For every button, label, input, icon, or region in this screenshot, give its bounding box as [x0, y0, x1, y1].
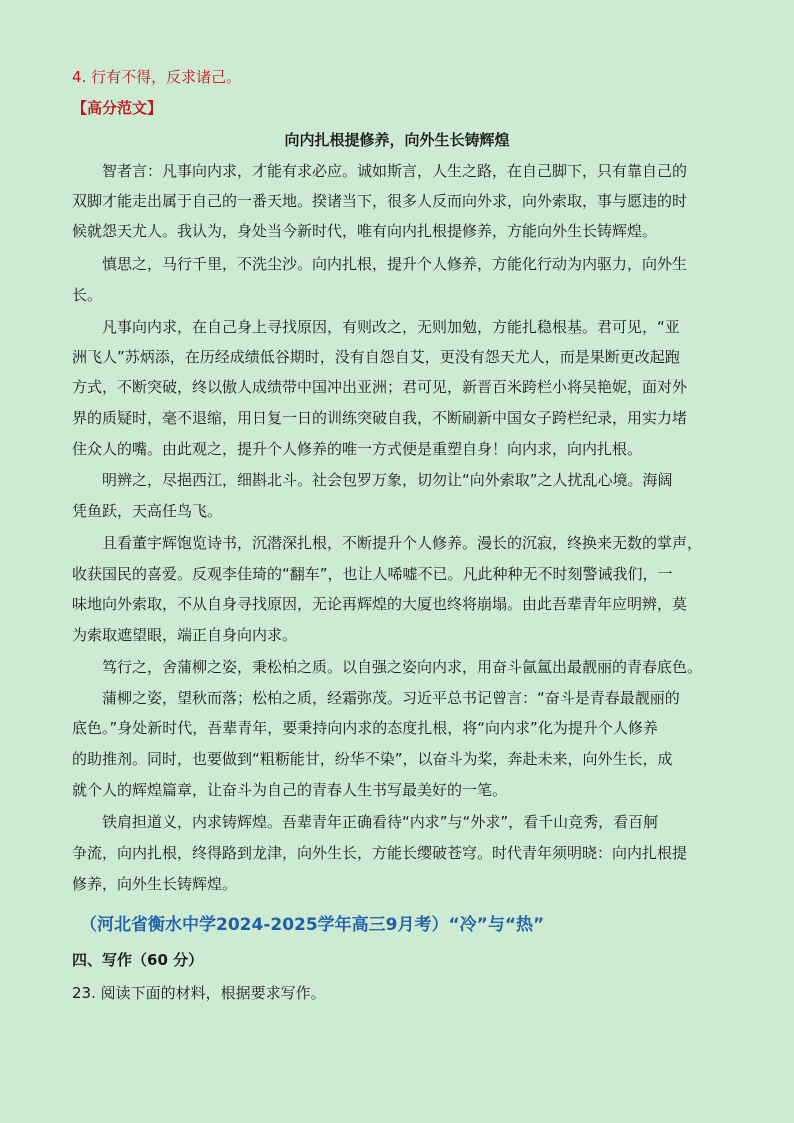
essay-line: 收获国民的喜爱。反观李佳琦的“翻车”，也让人唏嘘不已。凡此种种无不时刻警诫我们，一	[72, 565, 673, 583]
essay-line: 双脚才能走出属于自己的一番天地。揆诸当下，很多人反而向外求，向外索取，事与愿违的时	[72, 192, 688, 210]
essay-line: 就个人的辉煌篇章，让奋斗为自己的青春人生书写最美好的一笔。	[72, 781, 508, 799]
essay-line: 界的质疑时，毫不退缩，用日复一日的训练突破自我，不断刷新中国女子跨栏纪录，用实力堵	[72, 409, 688, 427]
essay-line: 智者言：凡事向内求，才能有求必应。诚如斯言，人生之路，在自己脚下，只有靠自己的	[102, 162, 688, 180]
essay-line: 蒲柳之姿，望秋而落；松柏之质，经霜弥茂。习近平总书记曾言：“奋斗是青春最靓丽的	[102, 689, 680, 707]
essay-line: 凡事向内求，在自己身上寻找原因，有则改之，无则加勉，方能扎稳根基。君可见，“亚	[102, 318, 680, 336]
essay-line: 长。	[72, 286, 103, 304]
essay-line: 凭鱼跃，天高任鸟飞。	[72, 502, 223, 520]
essay-line: 底色。”身处新时代，吾辈青年，要秉持向内求的态度扎根，将“向内求”化为提升个人修养	[72, 719, 658, 737]
essay-title: 向内扎根提修养，向外生长铸辉煌	[284, 131, 510, 149]
essay-line: 为索取遮望眼，端正自身向内求。	[72, 626, 298, 644]
essay-line: 明辨之，尽挹西江，细斟北斗。社会包罗万象，切勿让“向外索取”之人扰乱心境。海阔	[102, 471, 673, 489]
question-23: 23. 阅读下面的材料，根据要求写作。	[72, 984, 326, 1002]
section-heading: （河北省衡水中学2024-2025学年高三9月考）“冷”与“热”	[80, 915, 545, 935]
essay-line: 味地向外索取，不从自身寻找原因，无论再辉煌的大厦也终将崩塌。由此吾辈青年应明辨，莫	[72, 595, 688, 613]
essay-line: 修养，向外生长铸辉煌。	[72, 875, 238, 893]
essay-line: 且看董宇辉饱览诗书，沉潜深扎根，不断提升个人修养。漫长的沉寂，终换来无数的掌声，	[102, 534, 703, 552]
essay-line: 慎思之，马行千里，不洗尘沙。向内扎根，提升个人修养，方能化行动为内驱力，向外生	[102, 255, 688, 273]
essay-line: 住众人的嘴。由此观之，提升个人修养的唯一方式便是重塑自身！向内求，向内扎根。	[72, 440, 643, 458]
item-4: 4. 行有不得，反求诸己。	[72, 68, 242, 86]
essay-line: 铁肩担道义，内求铸辉煌。吾辈青年正确看待“内求”与“外求”，看千山竞秀，看百舸	[102, 813, 659, 831]
essay-line: 方式，不断突破，终以傲人成绩带中国冲出亚洲；君可见，新晋百米跨栏小将吴艳妮，面对外	[72, 378, 688, 396]
essay-line: 候就怨天尤人。我认为，身处当今新时代，唯有向内扎根提修养，方能向外生长铸辉煌。	[72, 222, 658, 240]
label-high-score-essay: 【高分范文】	[72, 99, 163, 117]
essay-line: 争流，向内扎根，终得路到龙津，向外生长，方能长缨破苍穹。时代青年须明晓：向内扎根提	[72, 844, 688, 862]
essay-line: 洲飞人”苏炳添，在历经成绩低谷期时，没有自怨自艾，更没有怨天尤人，而是果断更改起跑	[72, 348, 680, 366]
essay-line: 的助推剂。同时，也要做到“粗粝能甘，纷华不染”，以奋斗为桨，奔赴未来，向外生长，成	[72, 750, 673, 768]
essay-line: 笃行之，舍蒲柳之姿，秉松柏之质。以自强之姿向内求，用奋斗氤氲出最靓丽的青春底色。	[102, 658, 703, 676]
part-four-heading: 四、写作（60 分）	[72, 951, 204, 969]
